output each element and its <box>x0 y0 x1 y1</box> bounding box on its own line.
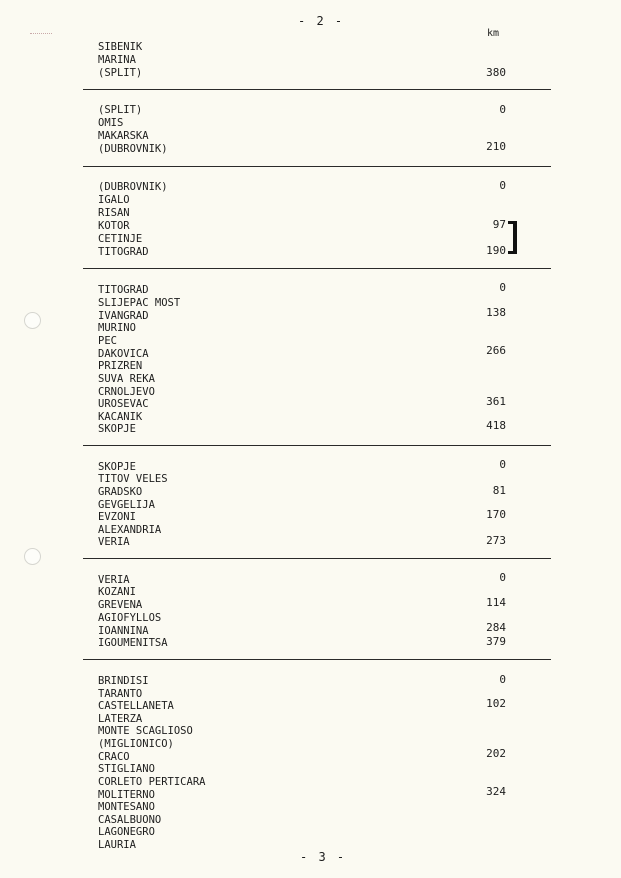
km-column-header: km <box>487 28 500 39</box>
section-divider <box>83 558 551 559</box>
km-value: 0 <box>499 571 506 584</box>
place-name: MONTE SCAGLIOSO <box>98 725 193 737</box>
place-name: SIBENIK <box>98 41 143 53</box>
place-name: RISAN <box>98 207 130 219</box>
km-value: 81 <box>492 484 506 497</box>
section-divider <box>83 659 551 660</box>
place-name: PEC <box>98 335 117 347</box>
place-name: MONTESANO <box>98 801 155 813</box>
km-value: 0 <box>499 179 506 192</box>
place-name: PRIZREN <box>98 360 143 372</box>
km-value: 190 <box>486 244 506 257</box>
place-name: KOZANI <box>98 586 136 598</box>
punch-hole <box>24 312 41 329</box>
km-value: 0 <box>499 103 506 116</box>
place-name: IGALO <box>98 194 130 206</box>
place-name: TARANTO <box>98 688 143 700</box>
place-name: LAGONEGRO <box>98 826 155 838</box>
section-divider <box>83 166 551 167</box>
place-name: CORLETO PERTICARA <box>98 776 206 788</box>
place-name: CRNOLJEVO <box>98 386 155 398</box>
place-name: (MIGLIONICO) <box>98 738 174 750</box>
place-name: (DUBROVNIK) <box>98 143 168 155</box>
place-name: MURINO <box>98 322 136 334</box>
section-divider <box>83 89 551 90</box>
place-name: VERIA <box>98 574 130 586</box>
page-number-bottom: - 3 - <box>300 850 347 864</box>
place-name: TITOGRAD <box>98 246 149 258</box>
place-name: MAKARSKA <box>98 130 149 142</box>
place-name: (SPLIT) <box>98 104 143 116</box>
place-name: CASALBUONO <box>98 814 162 826</box>
km-value: 361 <box>486 395 506 408</box>
place-name: MARINA <box>98 54 136 66</box>
place-name: DAKOVICA <box>98 348 149 360</box>
margin-mark <box>30 33 52 37</box>
place-name: TITOGRAD <box>98 284 149 296</box>
place-name: CRACO <box>98 751 130 763</box>
km-value: 266 <box>486 344 506 357</box>
place-name: VERIA <box>98 536 130 548</box>
place-name: IGOUMENITSA <box>98 637 168 649</box>
place-name: IVANGRAD <box>98 310 149 322</box>
km-value: 0 <box>499 458 506 471</box>
place-name: KOTOR <box>98 220 130 232</box>
km-value: 170 <box>486 508 506 521</box>
place-name: OMIS <box>98 117 124 129</box>
punch-hole <box>24 548 41 565</box>
place-name: GEVGELIJA <box>98 499 155 511</box>
place-name: AGIOFYLLOS <box>98 612 162 624</box>
place-name: SLIJEPAC MOST <box>98 297 181 309</box>
km-value: 380 <box>486 66 506 79</box>
place-name: IOANNINA <box>98 625 149 637</box>
place-name: SKOPJE <box>98 423 136 435</box>
place-name: STIGLIANO <box>98 763 155 775</box>
km-value: 273 <box>486 534 506 547</box>
km-value: 0 <box>499 673 506 686</box>
place-name: GREVENA <box>98 599 143 611</box>
km-value: 0 <box>499 281 506 294</box>
page-number-top: - 2 - <box>298 14 345 28</box>
place-name: (DUBROVNIK) <box>98 181 168 193</box>
km-value: 324 <box>486 785 506 798</box>
km-value: 418 <box>486 419 506 432</box>
km-value: 202 <box>486 747 506 760</box>
km-value: 97 <box>492 218 506 231</box>
km-value: 114 <box>486 596 506 609</box>
place-name: SKOPJE <box>98 461 136 473</box>
km-value: 102 <box>486 697 506 710</box>
place-name: LAURIA <box>98 839 136 851</box>
km-value: 210 <box>486 140 506 153</box>
place-name: CASTELLANETA <box>98 700 174 712</box>
place-name: SUVA REKA <box>98 373 155 385</box>
place-name: EVZONI <box>98 511 136 523</box>
place-name: BRINDISI <box>98 675 149 687</box>
km-value: 379 <box>486 635 506 648</box>
section-divider <box>83 445 551 446</box>
place-name: MOLITERNO <box>98 789 155 801</box>
place-name: GRADSKO <box>98 486 143 498</box>
place-name: ALEXANDRIA <box>98 524 162 536</box>
place-name: CETINJE <box>98 233 143 245</box>
place-name: (SPLIT) <box>98 67 143 79</box>
km-value: 138 <box>486 306 506 319</box>
place-name: TITOV VELES <box>98 473 168 485</box>
place-name: LATERZA <box>98 713 143 725</box>
place-name: UROSEVAC <box>98 398 149 410</box>
km-value: 284 <box>486 621 506 634</box>
handwritten-bracket <box>508 221 517 254</box>
section-divider <box>83 268 551 269</box>
place-name: KACANIK <box>98 411 143 423</box>
